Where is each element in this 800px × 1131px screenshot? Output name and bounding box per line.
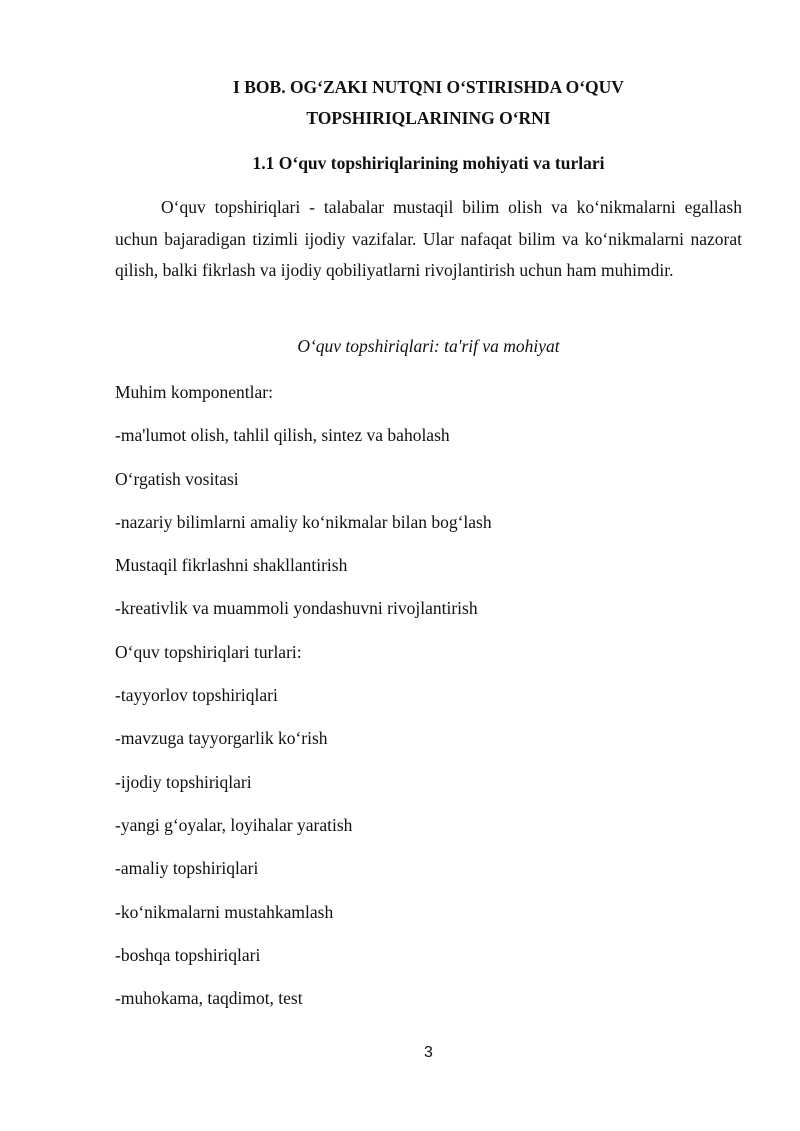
list-item: -boshqa topshiriqlari [115, 944, 261, 965]
list-item: O‘quv topshiriqlari turlari: [115, 641, 302, 662]
chapter-title [115, 72, 742, 134]
section-title: 1.1 O‘quv topshiriqlarining mohiyati va turlari [252, 153, 605, 173]
list-item: -tayyorlov topshiriqlari [115, 685, 278, 706]
content-lines [115, 377, 742, 1026]
list-item: -ko‘nikmalarni mustahkamlash [115, 901, 334, 922]
list-item: -yangi g‘oyalar, loyihalar yaratish [115, 814, 353, 835]
intro-paragraph: O‘quv topshiriqlari - talabalar mustaqil bilim olish va ko‘nikmalarni egallash uchun bajaradigan tizimli ijodiy vazifalar. Ular nafaqat bilim va ko‘nikmalarni nazorat qilish, balki fikrlash va ijodiy qobiliyatlarni rivojlantirish uchun ham muhimdir. [115, 197, 742, 280]
chapter-title-line-2: TOPSHIRIQLARINING O‘RNI [306, 108, 551, 128]
list-item: -ma'lumot olish, tahlil qilish, sintez va baholash [115, 425, 450, 446]
chapter-title-line-1: I BOB. OG‘ZAKI NUTQNI O‘STIRISHDA O‘QUV [233, 77, 624, 97]
list-item: O‘rgatish vositasi [115, 468, 239, 489]
list-item: -amaliy topshiriqlari [115, 858, 259, 879]
italic-subtitle: O‘quv topshiriqlari: ta'rif va mohiyat [297, 336, 560, 356]
list-item: -ijodiy topshiriqlari [115, 771, 252, 792]
list-item: Mustaqil fikrlashni shakllantirish [115, 555, 348, 576]
list-item: -muhokama, taqdimot, test [115, 988, 303, 1009]
list-item: -mavzuga tayyorgarlik ko‘rish [115, 728, 328, 749]
list-item: Muhim komponentlar: [115, 382, 273, 402]
page-number: 3 [424, 1044, 433, 1061]
list-item: -kreativlik va muammoli yondashuvni rivojlantirish [115, 598, 478, 619]
list-item: -nazariy bilimlarni amaliy ko‘nikmalar bilan bog‘lash [115, 511, 492, 532]
